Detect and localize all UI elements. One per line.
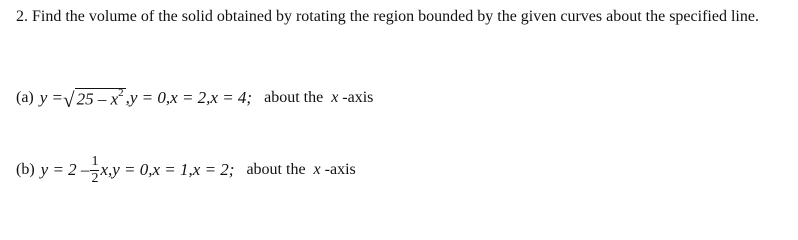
part-a-label: (a) — [16, 89, 34, 106]
part-a-about-text: about the — [264, 89, 324, 106]
part-b-fraction-denominator: 2 — [91, 170, 99, 186]
part-a-axis-variable: x — [331, 89, 339, 106]
part-a — [16, 83, 373, 113]
part-b-fraction — [90, 155, 99, 186]
part-a-conditions: ,y = 0,x = 2,x = 4; — [125, 88, 253, 107]
part-b-label: (b) — [16, 161, 35, 178]
part-b-axis-suffix: -axis — [324, 161, 356, 178]
part-a-square-root — [63, 87, 126, 112]
part-a-exponent: 2 — [118, 87, 124, 99]
radical-sign-icon: √ — [63, 87, 75, 112]
part-b-axis-variable: x — [313, 161, 321, 178]
part-a-radicand-text: 25 – x — [76, 89, 119, 109]
part-b-about-text: about the — [246, 161, 306, 178]
part-b-lead: y = 2 – — [40, 160, 90, 179]
part-b-fraction-numerator: 1 — [91, 153, 99, 169]
part-b-conditions: x,y = 0,x = 1,x = 2; — [100, 160, 235, 179]
part-a-y-equals: y = — [39, 88, 64, 107]
part-a-axis-suffix: -axis — [342, 89, 374, 106]
problem-statement: 2. Find the volume of the solid obtained by rotating the region bounded by the given curves about the specified line. — [16, 8, 759, 25]
part-a-radicand — [75, 88, 126, 109]
part-b — [16, 150, 356, 190]
